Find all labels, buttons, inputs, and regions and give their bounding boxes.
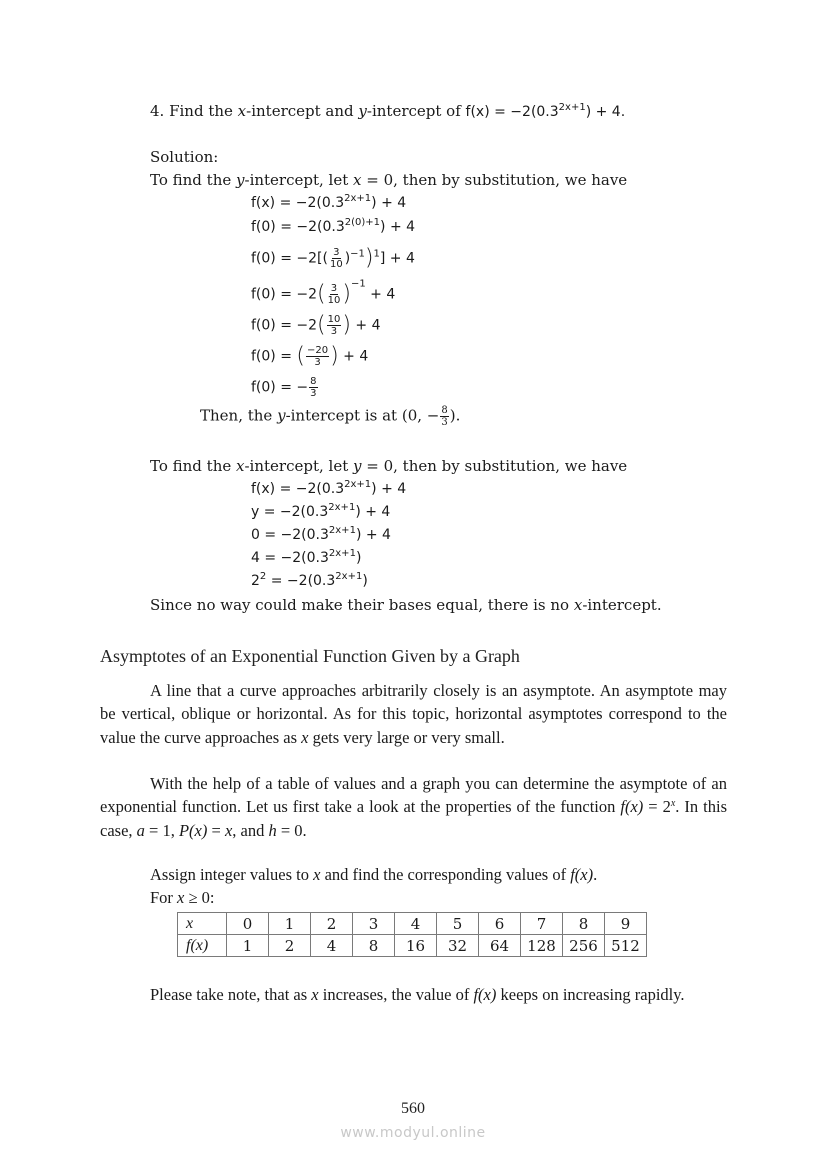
y-step-2 <box>251 217 415 237</box>
problem-number: 4. <box>150 102 165 120</box>
text: . <box>593 865 598 884</box>
expr: ) + 4 <box>380 219 416 235</box>
problem-statement <box>150 101 625 122</box>
numerator: 8 <box>441 405 448 416</box>
text: keeps on increasing rapidly. <box>496 985 685 1004</box>
solution-label: Solution: <box>150 148 219 166</box>
x-intercept-intro <box>150 456 627 476</box>
expr: ] + 4 <box>379 250 415 267</box>
text: Since no way could make their bases equal, there is no <box>150 596 574 614</box>
paragraph-note <box>100 983 727 1006</box>
text: -intercept is at (0, − <box>285 406 440 425</box>
var: x <box>224 820 233 840</box>
expr: f(0) = <box>251 348 297 365</box>
page-number: 560 <box>401 1100 425 1117</box>
expr: f(0) = − <box>251 379 309 396</box>
y-step-4: f(0) = −2( $\frac{3}{10}$ )$^{-1}$ + 4 <box>251 278 396 307</box>
y-intercept-intro <box>150 170 627 190</box>
table-cell: 4 <box>311 935 353 957</box>
table-cell: 128 <box>521 935 563 957</box>
table-cell: 5 <box>437 913 479 935</box>
numerator: 10 <box>327 314 341 325</box>
var: h <box>268 820 277 840</box>
table-cell: 0 <box>227 913 269 935</box>
text: Find the <box>169 102 238 120</box>
text: = 0, then by substitution, we have <box>361 171 628 189</box>
text: and find the corresponding values of <box>320 865 571 884</box>
var: P(x) <box>178 820 208 840</box>
x-step-1 <box>251 479 406 499</box>
table-cell: 9 <box>605 913 647 935</box>
exponent: 2x+1 <box>335 571 363 582</box>
table-cell: 512 <box>605 935 647 957</box>
denominator: 10 <box>327 295 341 306</box>
text: Then, the <box>200 406 278 425</box>
paren: ) <box>364 245 374 271</box>
var: x <box>236 457 245 475</box>
table-cell: 32 <box>437 935 479 957</box>
text: To find the <box>150 457 237 475</box>
text: With the help of a table of values and a graph you can determine the asymptote of an exponential function. Let us first take a look at the properties of the function <box>100 774 727 817</box>
var: x <box>573 596 583 614</box>
denominator: 10 <box>329 259 343 270</box>
var: y <box>353 457 362 475</box>
var: f(x) <box>570 865 594 884</box>
var: f(x) <box>620 797 644 817</box>
table-cell: 2 <box>311 913 353 935</box>
numerator: 3 <box>330 283 338 294</box>
var: x <box>313 865 321 884</box>
text: , and <box>232 820 269 840</box>
expr: ) <box>362 573 368 589</box>
assign-instruction <box>150 865 597 885</box>
fraction <box>329 247 344 270</box>
denominator: 3 <box>310 388 317 399</box>
expr: ) + 4 <box>355 504 391 520</box>
text: = 2 <box>643 797 671 817</box>
y-step-5: f(0) = −2( $\frac{10}{3}$ ) + 4 <box>251 312 381 338</box>
exponent: 2 <box>259 571 267 582</box>
text: = 0. <box>276 820 307 840</box>
expr: 4 = −2(0.3 <box>251 550 329 566</box>
var: y <box>358 102 367 120</box>
expr: 0 = −2(0.3 <box>251 527 329 543</box>
y-step-6: f(0) = ( $\frac{-20}{3}$ ) + 4 <box>251 343 369 369</box>
row-header-x: x <box>178 913 227 935</box>
exponent: 2x+1 <box>344 193 372 204</box>
expr: f(x) = −2(0.3 <box>251 195 345 211</box>
table-row-x <box>178 913 647 935</box>
expr: ) <box>355 550 362 566</box>
numerator: −20 <box>306 345 329 356</box>
expr: f(0) = −2 <box>251 286 318 303</box>
text: For <box>150 888 178 907</box>
expr: + 4 <box>338 348 369 365</box>
table-row-fx <box>178 935 647 957</box>
var: a <box>136 820 145 840</box>
table-cell: 8 <box>563 913 605 935</box>
paragraph-table-of-values <box>100 772 727 842</box>
var: x <box>311 985 319 1004</box>
text: = 0, then by substitution, we have <box>361 457 628 475</box>
denominator: 3 <box>314 357 321 368</box>
text: ≥ 0: <box>184 888 215 907</box>
table-cell: 8 <box>353 935 395 957</box>
var: y <box>277 406 286 425</box>
exponent: 1 <box>373 248 380 260</box>
fraction <box>327 314 342 337</box>
numerator: 8 <box>310 376 317 387</box>
values-table <box>177 912 647 957</box>
expr: + 4 <box>365 286 396 303</box>
x-step-5 <box>251 571 368 591</box>
fraction <box>440 405 448 428</box>
expr: f(x) = −2(0.3 <box>251 481 345 497</box>
section-heading: Asymptotes of an Exponential Function Given by a Graph <box>100 646 520 666</box>
denominator: 3 <box>330 326 338 337</box>
var: x <box>177 888 185 907</box>
expr: 2 <box>251 573 260 589</box>
expr: ) + 4 <box>355 527 391 543</box>
text: = 1, <box>144 820 179 840</box>
exponent: −1 <box>350 278 366 290</box>
fraction <box>306 345 329 368</box>
exponent: 2x+1 <box>328 502 356 513</box>
numerator: 3 <box>333 247 340 258</box>
exponent: 2x+1 <box>558 102 586 113</box>
fraction <box>327 283 342 306</box>
text: -intercept of <box>366 102 466 120</box>
var: x <box>353 171 362 189</box>
exponent: x <box>670 798 676 810</box>
table-cell: 1 <box>227 935 269 957</box>
domain-condition <box>150 888 215 908</box>
table-cell: 3 <box>353 913 395 935</box>
var: f(x) <box>473 985 497 1004</box>
table-cell: 2 <box>269 935 311 957</box>
text: . In this case, <box>100 797 728 840</box>
exponent: 2x+1 <box>344 479 372 490</box>
table-cell: 4 <box>395 913 437 935</box>
text: A line that a curve approaches arbitrarily closely is an asymptote. An asymptote may be vertical, oblique or horizontal. As for this topic, horizontal asymptotes correspond to the value the curve approaches as <box>100 681 727 747</box>
x-intercept-conclusion <box>150 595 662 615</box>
exponent: 2x+1 <box>328 525 356 536</box>
expr: y = −2(0.3 <box>251 504 329 520</box>
exponent: 2x+1 <box>328 548 356 559</box>
y-step-1 <box>251 193 406 213</box>
var: y <box>236 171 245 189</box>
y-step-3 <box>251 247 415 270</box>
text: -intercept, let <box>244 171 354 189</box>
var: x <box>301 727 309 747</box>
table-cell: 256 <box>563 935 605 957</box>
text: ). <box>449 406 461 425</box>
expr: = −2(0.3 <box>266 573 336 589</box>
expr: f(0) = −2 <box>251 317 318 334</box>
table-cell: 64 <box>479 935 521 957</box>
text: -intercept and <box>246 102 359 120</box>
paragraph-asymptote-definition <box>100 679 727 749</box>
y-step-7 <box>251 376 319 399</box>
expr: ) + 4 <box>371 481 407 497</box>
expr: f(0) = −2[( <box>251 250 328 267</box>
table-cell: 7 <box>521 913 563 935</box>
exponent: 2(0)+1 <box>344 217 381 228</box>
x-step-4 <box>251 548 361 568</box>
text: gets very large or very small. <box>308 727 505 747</box>
expr: f(0) = −2(0.3 <box>251 219 345 235</box>
text: increases, the value of <box>318 985 474 1004</box>
table-cell: 6 <box>479 913 521 935</box>
text: -intercept. <box>582 596 662 614</box>
row-header-fx: f(x) <box>178 935 227 957</box>
text: -intercept, let <box>244 457 353 475</box>
fraction <box>309 376 317 399</box>
function-expression: f(x) = −2(0.3 <box>465 104 559 120</box>
text: = <box>207 820 225 840</box>
x-step-3 <box>251 525 391 545</box>
text: Please take note, that as <box>150 985 312 1004</box>
function-expression-end: ) + 4. <box>585 104 626 120</box>
table-cell: 16 <box>395 935 437 957</box>
exponent: −1 <box>350 248 365 260</box>
var: x <box>237 102 247 120</box>
table-cell: 1 <box>269 913 311 935</box>
text: To find the <box>150 171 237 189</box>
y-intercept-conclusion <box>200 405 460 428</box>
watermark: www.modyul.online <box>340 1125 486 1141</box>
expr: ) <box>344 250 351 267</box>
x-step-2 <box>251 502 390 522</box>
expr: ) + 4 <box>371 195 407 211</box>
denominator: 3 <box>441 417 448 428</box>
text: Assign integer values to <box>150 865 314 884</box>
expr: + 4 <box>350 317 381 334</box>
